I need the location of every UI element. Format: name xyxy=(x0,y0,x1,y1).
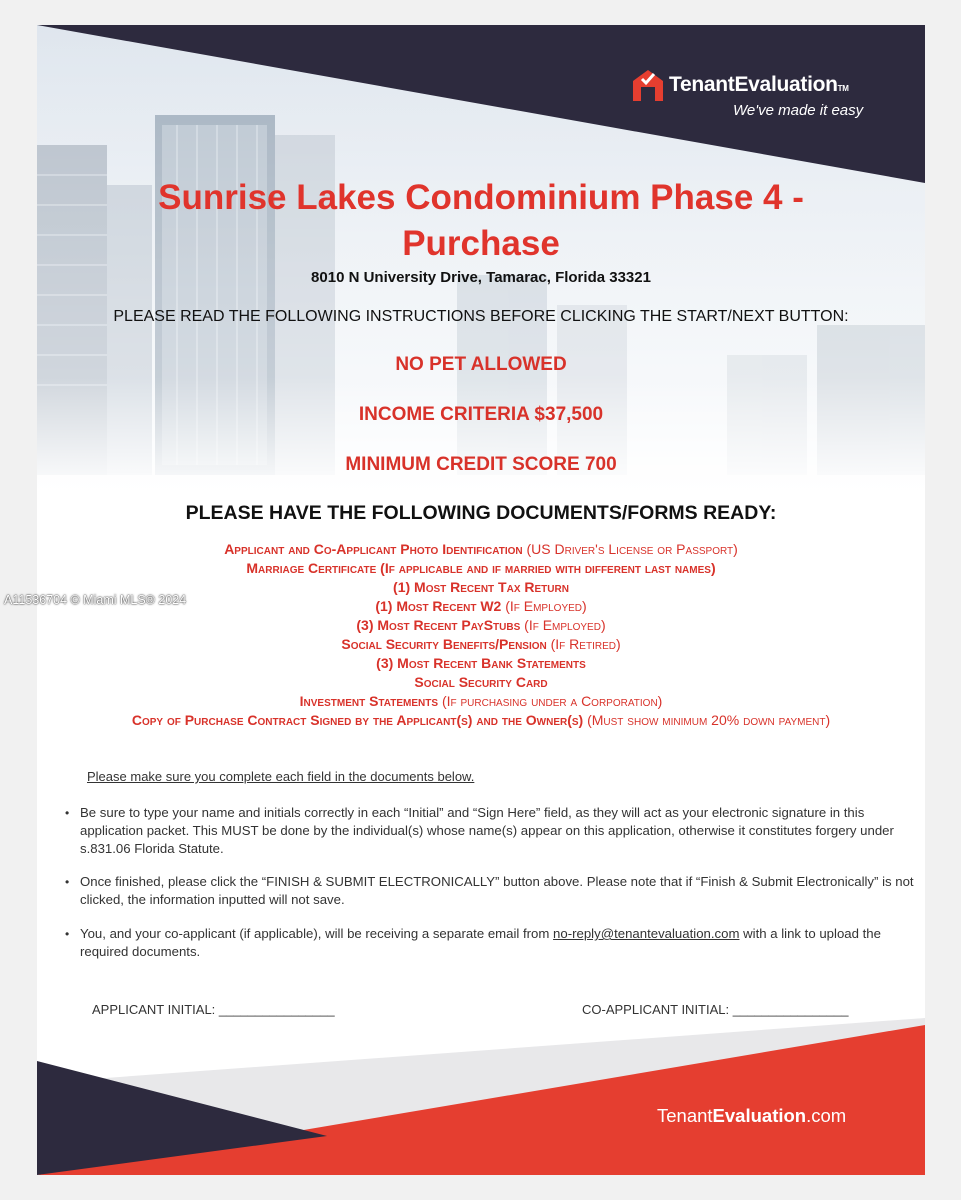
document-item: Applicant and Co-Applicant Photo Identification (US Driver's License or Passport) xyxy=(224,541,738,557)
fields-note: Please make sure you complete each field in the documents below. xyxy=(87,769,475,784)
criteria-income: INCOME CRITERIA $37,500 xyxy=(358,404,604,425)
instruction-bullet-submit xyxy=(65,873,925,909)
page-title xyxy=(37,175,925,267)
property-address: 8010 N University Drive, Tamarac, Florida 33321 xyxy=(311,269,651,286)
instruction-bullet-email xyxy=(65,925,925,961)
bullet-dot-icon: • xyxy=(65,927,70,941)
instruction-bullet-signature xyxy=(65,804,925,858)
co-applicant-initial-field[interactable]: CO-APPLICANT INITIAL: ________________ xyxy=(582,1002,849,1017)
criteria-credit-score: MINIMUM CREDIT SCORE 700 xyxy=(345,454,617,475)
instructions-heading: PLEASE READ THE FOLLOWING INSTRUCTIONS BEFORE CLICKING THE START/NEXT BUTTON: xyxy=(113,308,849,325)
support-email-link[interactable]: no-reply@tenantevaluation.com xyxy=(553,926,740,941)
criteria-pet-policy: NO PET ALLOWED xyxy=(395,354,567,375)
document-item: Marriage Certificate (If applicable and if married with different last names) xyxy=(246,560,716,576)
document-item: Social Security Card xyxy=(414,674,548,690)
document-item: Investment Statements (If purchasing under a Corporation) xyxy=(299,693,663,709)
applicant-initial-field[interactable]: APPLICANT INITIAL: ________________ xyxy=(92,1002,335,1017)
footer-website: TenantEvaluation.com xyxy=(657,1105,847,1126)
brand-tagline: We've made it easy xyxy=(733,102,864,119)
documents-list xyxy=(37,540,925,730)
document-item: Copy of Purchase Contract Signed by the Applicant(s) and the Owner(s) (Must show minimum 20% down payment) xyxy=(131,712,831,728)
bullet-dot-icon: • xyxy=(65,806,70,820)
document-item: (1) Most Recent Tax Return xyxy=(393,579,569,595)
mls-watermark: A11536704 © Miami MLS® 2024 xyxy=(4,593,187,607)
bullet-text: Once finished, please click the “FINISH & SUBMIT ELECTRONICALLY” button above. Please note that if “Finish & Submit Electronically” is not clicked, the information inputted will not save. xyxy=(80,874,914,907)
brand-name: TenantEvaluationTM xyxy=(669,73,849,96)
bullet-dot-icon: • xyxy=(65,875,70,889)
trademark-mark: TM xyxy=(837,84,849,93)
document-item: Social Security Benefits/Pension (If Retired) xyxy=(341,636,621,652)
document-item: (3) Most Recent PayStubs (If Employed) xyxy=(356,617,606,633)
brand-logo xyxy=(631,67,891,127)
title-line-1: Sunrise Lakes Condominium Phase 4 - xyxy=(158,178,804,217)
document-item: (1) Most Recent W2 (If Employed) xyxy=(375,598,587,614)
documents-heading: PLEASE HAVE THE FOLLOWING DOCUMENTS/FORMS READY: xyxy=(185,502,777,524)
bullet-text: Be sure to type your name and initials correctly in each “Initial” and “Sign Here” field, as they will act as your electronic signature in this application packet. This MUST be done by the individual(s) whose name(s) appear on this application, otherwise it constitutes forgery under s.831.06 Florida Statute. xyxy=(80,805,894,856)
document-item: (3) Most Recent Bank Statements xyxy=(376,655,586,671)
bullet-text: You, and your co-applicant (if applicable), will be receiving a separate email from no-reply@tenantevaluation.com with a link to upload the required documents. xyxy=(80,926,881,959)
tenant-evaluation-logo-icon xyxy=(631,67,665,103)
title-line-2: Purchase xyxy=(402,224,560,263)
